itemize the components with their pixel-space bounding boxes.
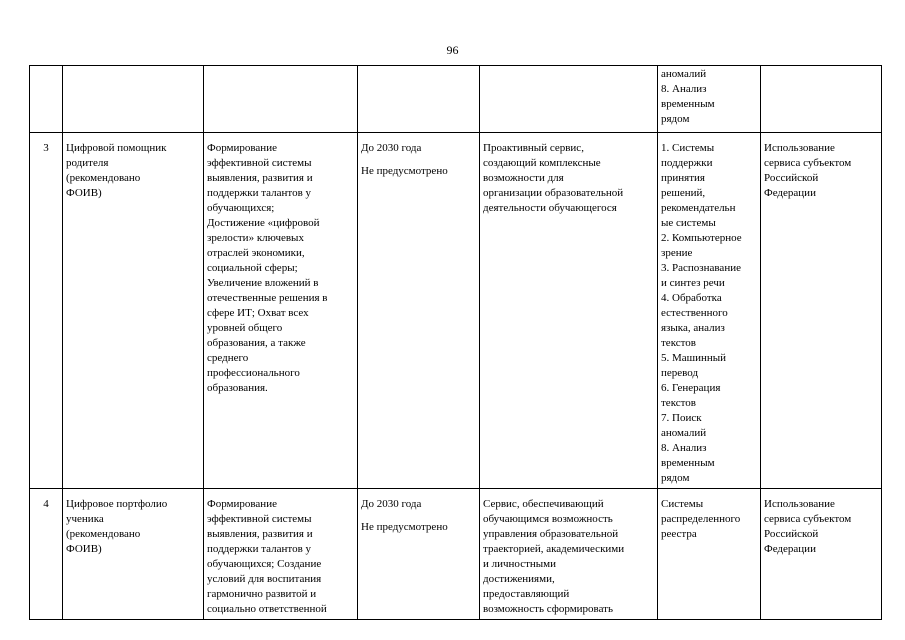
term-cell <box>358 133 480 489</box>
term-value: До 2030 года <box>361 498 422 510</box>
usage-cell: Использование сервиса субъектом Российской Федерации <box>761 133 882 489</box>
description-cell: Сервис, обеспечивающий обучающимся возможность управления образовательной траекторией, академическими и личностными достижениями, предоставляющий возможность сформировать <box>480 489 658 620</box>
service-name-cell: Цифровой помощник родителя (рекомендовано ФОИВ) <box>63 133 204 489</box>
term-cell <box>358 489 480 620</box>
usage-cell <box>761 66 882 133</box>
table-row <box>30 133 882 489</box>
technologies-cell: Системы распределенного реестра <box>658 489 761 620</box>
table-row-continuation <box>30 66 882 133</box>
usage-cell: Использование сервиса субъектом Российской Федерации <box>761 489 882 620</box>
services-table <box>29 65 882 620</box>
service-name-cell: Цифровое портфолио ученика (рекомендовано ФОИВ) <box>63 489 204 620</box>
technologies-cell: аномалий 8. Анализ временным рядом <box>658 66 761 133</box>
term-note: Не предусмотрено <box>361 165 448 177</box>
goals-cell: Формирование эффективной системы выявления, развития и поддержки талантов у обучающихся; Достижение «цифровой зрелости» ключевых отраслей экономики, социальной сферы; Увеличение вложений в отечественные решения в сфере ИТ; Охват всех уровней общего образования, а также среднего профессионального образования. <box>204 133 358 489</box>
row-number-cell: 4 <box>30 489 63 620</box>
table-row <box>30 489 882 620</box>
row-number-cell: 3 <box>30 133 63 489</box>
technologies-cell: 1. Системы поддержки принятия решений, рекомендательн ые системы 2. Компьютерное зрение 3. Распознавание и синтез речи 4. Обработка естественного языка, анализ текстов 5. Машинный перевод 6. Генерация текстов 7. Поиск аномалий 8. Анализ временным рядом <box>658 133 761 489</box>
service-name-cell <box>63 66 204 133</box>
description-cell <box>480 66 658 133</box>
row-number-cell <box>30 66 63 133</box>
goals-cell: Формирование эффективной системы выявления, развития и поддержки талантов у обучающихся; Создание условий для воспитания гармонично развитой и социально ответственной <box>204 489 358 620</box>
goals-cell <box>204 66 358 133</box>
term-note: Не предусмотрено <box>361 521 448 533</box>
term-cell <box>358 66 480 133</box>
page-number: 96 <box>446 43 459 57</box>
description-cell: Проактивный сервис, создающий комплексные возможности для организации образовательной деятельности обучающегося <box>480 133 658 489</box>
term-value: До 2030 года <box>361 142 422 154</box>
